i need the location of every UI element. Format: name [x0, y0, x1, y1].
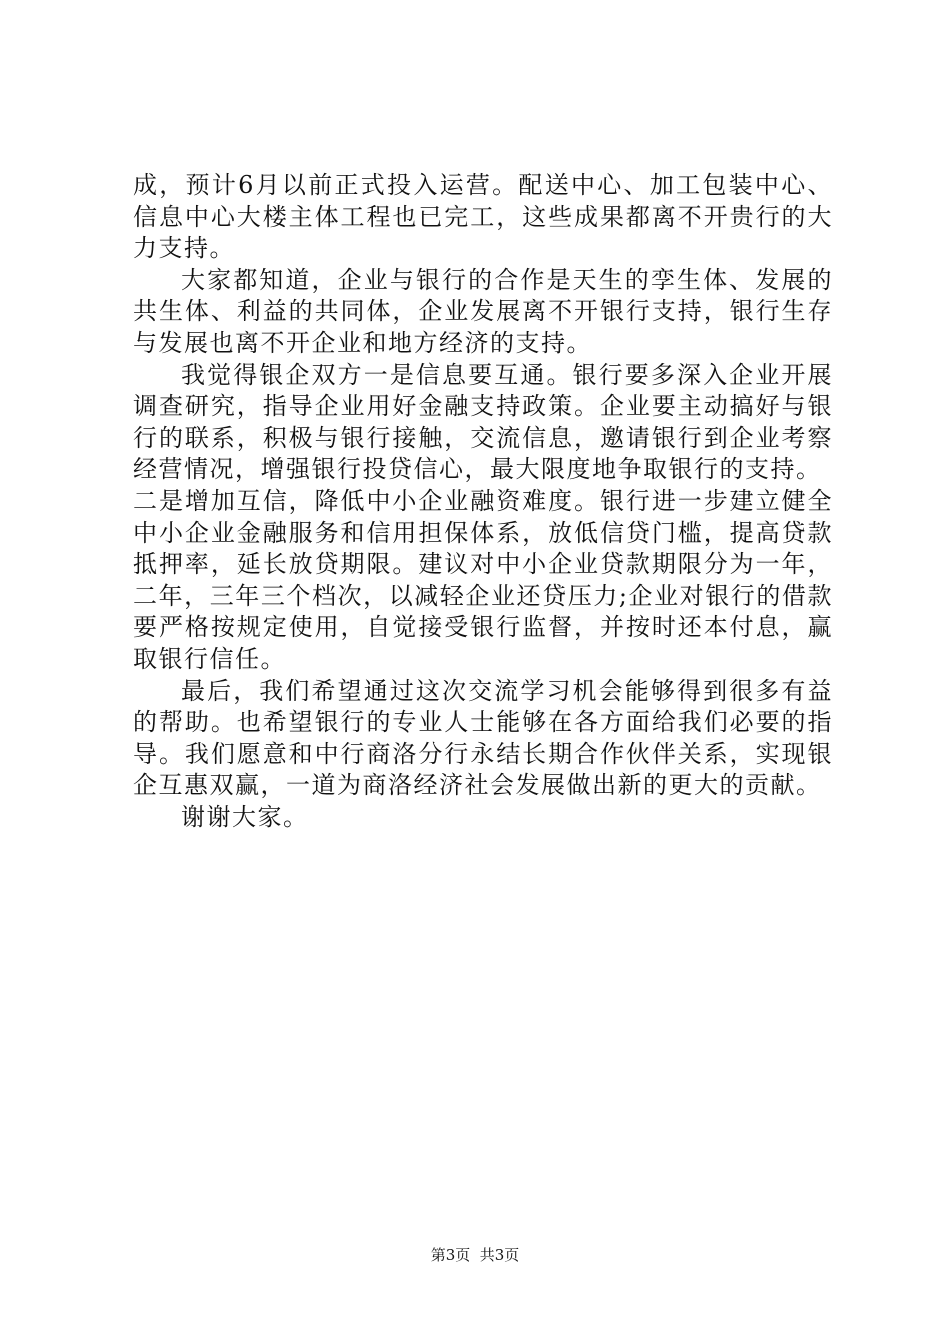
- paragraph-mutual-trust: 二是增加互信，降低中小企业融资难度。银行进一步建立健全中小企业金融服务和信用担保体系，放低信贷门槛，提高贷款抵押率，延长放贷期限。建议对中小企业贷款期限分为一年，二年，三年三个档次，以减轻企业还贷压力;企业对银行的借款要严格按规定使用，自觉接受银行监督，并按时还本付息，赢取银行信任。: [133, 486, 833, 673]
- paragraph-cooperation: 大家都知道，企业与银行的合作是天生的孪生体、发展的共生体、利益的共同体，企业发展离不开银行支持，银行生存与发展也离不开企业和地方经济的支持。: [133, 265, 833, 357]
- page-footer: [0, 1244, 950, 1265]
- paragraph-information-exchange: 我觉得银企双方一是信息要互通。银行要多深入企业开展调查研究，指导企业用好金融支持政策。企业要主动搞好与银行的联系，积极与银行接触，交流信息，邀请银行到企业考察经营情况，增强银行投贷信心，最大限度地争取银行的支持。: [133, 360, 833, 484]
- paragraph-continuation: 成，预计6月以前正式投入运营。配送中心、加工包装中心、信息中心大楼主体工程也已完工，这些成果都离不开贵行的大力支持。: [133, 171, 833, 263]
- document-body: [133, 170, 833, 833]
- paragraph-thanks: 谢谢大家。: [181, 802, 309, 831]
- paragraph-closing: 最后，我们希望通过这次交流学习机会能够得到很多有益的帮助。也希望银行的专业人士能够在各方面给我们必要的指导。我们愿意和中行商洛分行永结长期合作伙伴关系，实现银企互惠双赢，一道为商洛经济社会发展做出新的更大的贡献。: [133, 676, 833, 800]
- page-number-label: 第3页 共3页: [430, 1246, 520, 1264]
